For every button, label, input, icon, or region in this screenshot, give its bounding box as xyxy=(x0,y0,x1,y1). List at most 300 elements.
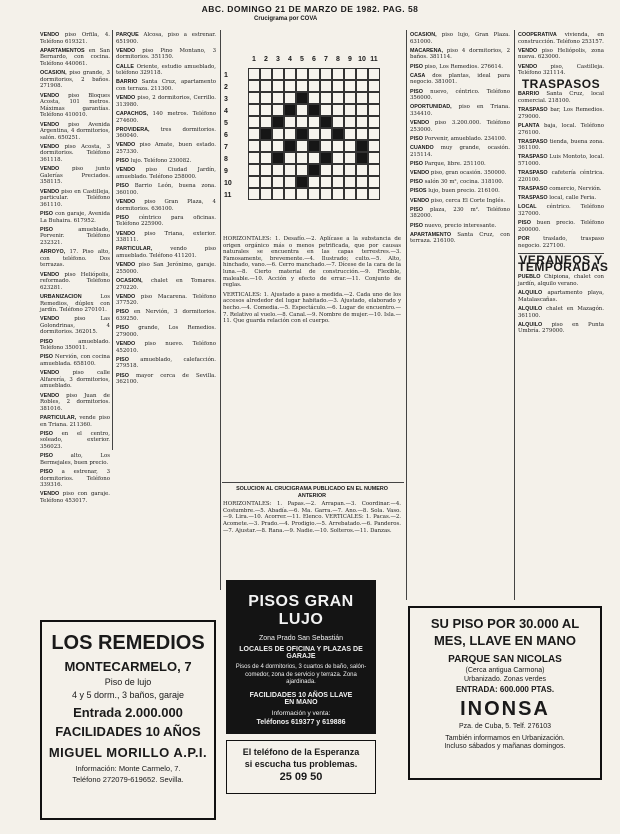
crossword-cell xyxy=(332,68,344,80)
classified-lead: OPORTUNIDAD, xyxy=(410,104,452,111)
crossword-cell xyxy=(356,188,368,200)
classified-ad xyxy=(518,107,604,120)
classified-ad xyxy=(116,199,216,212)
classified-lead: PISO xyxy=(116,309,129,316)
classified-ad xyxy=(410,64,510,71)
classified-lead: URBANIZACION xyxy=(40,293,82,300)
classified-text: a estrenar, 3 dormitorios. Teléfono 339316. xyxy=(40,468,110,489)
ad-facilities: FACILIDADES 10 AÑOS xyxy=(55,724,201,739)
classified-text: amueblado, calefacción. 279518. xyxy=(116,356,216,370)
classified-lead: POR xyxy=(518,235,530,242)
crossword-cell xyxy=(320,104,332,116)
classified-ad xyxy=(40,211,110,224)
classified-text: alto, Los Bermejales, buen precio. xyxy=(40,453,111,466)
section-traspasos: TRASPASOS xyxy=(521,76,601,91)
crossword-cell xyxy=(344,140,356,152)
ad-description: Pisos de 4 dormitorios, 3 cuartos de baño, salón-comedor, zona de servicio y terraza. Zona ajardinada. xyxy=(235,664,367,685)
classified-text: 17. Piso alto, con teléfono. Dos terrazas. xyxy=(40,249,110,269)
crossword-cell xyxy=(260,80,272,92)
crossword-cell xyxy=(272,140,284,152)
crossword-cell xyxy=(296,104,308,116)
crossword-black-cell xyxy=(272,116,284,128)
crossword-black-cell xyxy=(332,128,344,140)
classified-text: amueblado, Porvenir. Teléfono 232321. xyxy=(40,226,110,246)
classified-ad xyxy=(116,32,216,45)
classified-ad xyxy=(40,316,110,336)
crossword-cell xyxy=(308,188,320,200)
classified-text: vivienda, en construcción. Teléfono 253157. xyxy=(518,32,604,45)
classified-text: baja, local. Teléfono 276100. xyxy=(518,122,604,136)
classified-ad xyxy=(518,322,604,335)
classified-text: cafetería céntrica. 220100. xyxy=(518,170,604,183)
crossword-cell xyxy=(320,140,332,152)
classified-ad xyxy=(410,136,510,143)
classified-lead: VENDO xyxy=(40,32,60,38)
classified-ad xyxy=(40,32,110,45)
crossword-cell xyxy=(284,116,296,128)
classified-text: céntrico para oficinas. Teléfono 225900. xyxy=(116,214,216,228)
classified-lead: CUANDO xyxy=(410,145,434,152)
classified-lead: VENDO xyxy=(116,230,136,237)
classified-text: piso con garaje. Teléfono 453017. xyxy=(40,491,110,504)
classified-ad xyxy=(40,48,110,68)
crossword-row-number: 8 xyxy=(224,156,228,163)
crossword-cell xyxy=(248,152,260,164)
classified-text: piso Ciudad Jardín, amueblado. Teléfono 258000. xyxy=(116,167,216,181)
classified-ad xyxy=(40,227,110,247)
classified-lead: PISO xyxy=(410,206,423,213)
classified-lead: PISO xyxy=(410,63,423,70)
page-header: ABC. DOMINGO 21 DE MARZO DE 1982. PAG. 58 xyxy=(201,4,419,14)
classified-lead: PISO xyxy=(410,222,423,229)
crossword-cell xyxy=(296,164,308,176)
classified-text: piso Macarena. Teléfono 377520. xyxy=(116,293,216,307)
classified-ad xyxy=(40,144,110,164)
classified-text: piso calle Alfarería, 3 dormitorios, amueblado. xyxy=(40,370,110,390)
classified-ad xyxy=(518,186,604,193)
classified-lead: VENDO xyxy=(410,197,430,204)
classified-lead: TRASPASO xyxy=(518,195,548,202)
crossword-cell xyxy=(296,68,308,80)
classified-ad xyxy=(40,93,110,119)
crossword-col-number: 8 xyxy=(336,56,340,63)
classified-text: comercio, Nervión. xyxy=(549,186,602,193)
classified-text: traslado, traspaso negocio. 227100. xyxy=(518,235,604,249)
classified-lead: VENDO xyxy=(116,199,136,205)
crossword-cell xyxy=(320,128,332,140)
classified-lead: PARTICULAR, xyxy=(40,414,77,421)
crossword-row-number: 3 xyxy=(224,96,228,103)
ad-info: Información y venta: xyxy=(271,709,331,717)
classified-text: plaza, 230 m². Teléfono 382000. xyxy=(410,206,510,220)
crossword-cell xyxy=(248,80,260,92)
classified-lead: OCASION, xyxy=(410,32,437,38)
classified-text: piso Las Golondrinas, 4 dormitorios. 362015. xyxy=(40,316,110,336)
crossword-row-number: 6 xyxy=(224,132,228,139)
crossword-cell xyxy=(260,188,272,200)
classified-lead: TRASPASO xyxy=(518,170,548,177)
classified-ad xyxy=(116,64,216,77)
section-veraneos: VERANEOS Y TEMPORADAS xyxy=(518,253,609,274)
classified-text: Barrio León, buena zona. 360100. xyxy=(116,183,216,196)
classified-lead: VENDO xyxy=(40,491,60,498)
classified-ad xyxy=(518,139,604,152)
crossword-cell xyxy=(248,68,260,80)
ad-line: si escucha tus problemas. xyxy=(244,759,358,769)
crossword-cell xyxy=(344,164,356,176)
crossword-cell xyxy=(260,116,272,128)
classified-ad xyxy=(116,127,216,140)
classified-ad xyxy=(40,415,110,428)
classified-ad xyxy=(116,111,216,124)
crossword-black-cell xyxy=(272,152,284,164)
crossword-row-number: 2 xyxy=(224,84,228,91)
classified-lead: PISO xyxy=(40,453,53,460)
crossword-solution xyxy=(223,486,401,534)
ad-title: El teléfono de la Esperanza xyxy=(242,747,360,757)
crossword-cell xyxy=(248,140,260,152)
classified-ad xyxy=(410,120,510,133)
classified-text: chalet en Tomares. 270220. xyxy=(116,277,216,291)
classified-lead: VENDO xyxy=(40,188,60,195)
crossword-cell xyxy=(308,92,320,104)
crossword-black-cell xyxy=(320,152,332,164)
crossword-cell xyxy=(248,92,260,104)
classified-lead: PUEBLO xyxy=(518,274,541,281)
crossword-cell xyxy=(248,104,260,116)
classified-ad xyxy=(116,262,216,275)
classified-ad xyxy=(40,166,110,186)
classified-lead: VENDO xyxy=(40,316,60,323)
crossword-cell xyxy=(332,140,344,152)
crossword-cell xyxy=(284,128,296,140)
classified-ad xyxy=(518,32,604,45)
crossword-cell xyxy=(296,80,308,92)
classified-text: con garaje, Avenida La Buhaira. 617952. xyxy=(40,211,110,224)
crossword-cell xyxy=(368,128,380,140)
classified-text: en San Bernardo, con cocina. Teléfono 440061. xyxy=(40,47,110,67)
crossword-col-number: 11 xyxy=(370,56,378,63)
crossword-cell xyxy=(356,116,368,128)
solution-text: HORIZONTALES: 1. Papas.—2. Arrapan.—3. Coordinar.—4. Costumbre.—5. Abadía.—6. Ma. Garra.—7. Ano.—8. Sola. Vaso.—9. Lira.—10. Acorrer.—11. Elenco. VERTICALES: 1. Pacas.—2. Acomete.—3. Prado.—4. Prodigio.—5. Arrebatado.—6. Panderos.—7. Ajustar.—8. Rana.—9. Nadie.—10. Solteros.—11. Danzas. xyxy=(223,501,401,534)
classified-lead: TRASPASO xyxy=(518,154,548,161)
classified-text: lujo. Teléfono 230082. xyxy=(130,158,192,165)
classified-lead: VENDO xyxy=(40,392,60,399)
classified-lead: VENDO xyxy=(410,170,430,177)
crossword-cell xyxy=(356,128,368,140)
crossword-cell xyxy=(296,188,308,200)
classified-ad xyxy=(116,341,216,354)
classified-text: piso Amate, buen estado. 257330. xyxy=(116,142,216,156)
classified-text: dos plantas, ideal para negocio. 381001. xyxy=(410,72,510,86)
crossword-black-cell xyxy=(284,104,296,116)
classified-text: piso en Punta Umbría. 279000. xyxy=(518,321,604,335)
classified-text: piso nuevo. Teléfono 452010. xyxy=(116,341,216,354)
crossword-cell xyxy=(368,152,380,164)
classified-lead: PISO xyxy=(40,338,53,345)
crossword-cell xyxy=(248,164,260,176)
classified-text: vende piso en Triana. 211360. xyxy=(40,414,111,428)
classified-ad xyxy=(518,64,604,77)
classified-text: Oriente, estudio amueblado, teléfono 329118. xyxy=(116,63,216,77)
crossword-cell xyxy=(260,140,272,152)
crossword-cell xyxy=(272,92,284,104)
classified-text: piso grande, 3 dormitorios, 2 baños. 271908. xyxy=(40,70,110,90)
classified-ad xyxy=(40,393,110,413)
classified-ad xyxy=(518,48,604,61)
classified-ad xyxy=(410,232,510,245)
classified-lead: LOCAL xyxy=(518,204,537,211)
classified-lead: ARROYO, xyxy=(40,249,66,256)
crossword-cell xyxy=(368,80,380,92)
crossword-cell xyxy=(368,188,380,200)
crossword-cell xyxy=(356,104,368,116)
classifieds-column-5 xyxy=(518,32,609,337)
ad-address: MONTECARMELO, 7 xyxy=(64,659,192,674)
crossword-col-number: 9 xyxy=(348,56,352,63)
classified-ad xyxy=(116,215,216,228)
column-rule xyxy=(220,30,221,590)
classified-ad xyxy=(40,491,110,504)
ad-entry-price: Entrada 2.000.000 xyxy=(73,705,183,720)
classified-ad xyxy=(116,95,216,108)
classified-ad xyxy=(518,306,604,319)
crossword-cell xyxy=(368,116,380,128)
classified-lead: TRASPASO xyxy=(518,138,548,145)
classified-ad xyxy=(116,246,216,259)
classified-ad xyxy=(518,220,604,233)
classified-lead: PROVIDERA, xyxy=(116,126,150,133)
crossword-col-number: 3 xyxy=(276,56,280,63)
crossword-row-number: 5 xyxy=(224,120,228,127)
crossword-cell xyxy=(284,188,296,200)
classified-lead: OCASION, xyxy=(40,70,67,77)
crossword-black-cell xyxy=(296,176,308,188)
classified-ad xyxy=(410,145,510,158)
crossword-column-numbers xyxy=(248,56,380,63)
crossword-cell xyxy=(248,176,260,188)
classified-text: piso, gran ocasión. 350000. xyxy=(430,170,507,177)
classified-text: Santa Cruz, con terraza. 216100. xyxy=(410,231,510,245)
classified-lead: VENDO xyxy=(40,143,60,150)
ad-agency: MIGUEL MORILLO A.P.I. xyxy=(48,745,208,760)
classified-text: Santa Cruz, local comercial. 218100. xyxy=(518,91,604,104)
classifieds-column-2 xyxy=(116,32,216,388)
classified-ad xyxy=(116,231,216,244)
classified-text: Parque, libre. 251100. xyxy=(424,160,486,167)
ad-los-remedios xyxy=(40,620,216,820)
classified-lead: PARTICULAR, xyxy=(116,246,153,253)
classified-ad xyxy=(518,290,604,303)
classified-ad xyxy=(40,70,110,90)
classified-text: piso, Castilleja. Teléfono 321114. xyxy=(518,63,604,77)
classified-lead: VENDO xyxy=(116,167,136,174)
crossword-black-cell xyxy=(356,152,368,164)
crossword-black-cell xyxy=(296,92,308,104)
ad-entry-price: ENTRADA: 600.000 PTAS. xyxy=(455,685,555,694)
crossword-cell xyxy=(344,92,356,104)
horizontal-clues: HORIZONTALES: 1. Desafío.—2. Aplícase a la substancia de origen orgánico más o menos petrificada, que por causas naturales se encuentra en las capas terrestres.—3. Famosamente, brevemente.—4. Ilustrado; culto.—5. Alto, hinchado, vano.—6. Cerro manchado.—7. Dícese de la cara de la luna.—8. Cierto material de construcción.—9. Flexible, maleable.—10. Acción y efecto de errar.—11. Conjunto de reglas. xyxy=(223,236,401,289)
crossword-cell xyxy=(320,188,332,200)
crossword-cell xyxy=(356,68,368,80)
classified-lead: CASA xyxy=(410,72,426,79)
classified-text: salón 30 m², cocina. 318100. xyxy=(424,179,504,186)
classified-lead: COOPERATIVA xyxy=(518,32,557,38)
classified-lead: ALQUILO xyxy=(518,305,543,312)
classified-text: piso 4 dormitorios, 2 baños. 381114. xyxy=(410,47,511,61)
vertical-clues: VERTICALES: 1. Ajustado a paso a medida.—2. Cada uno de los accesos alrededor del lugar habitado.—3. Ajustado, elaborado y hecho.—4. Comedia.—5. Espectáculo.—6. Lugar de encuentro.—7. Relativo al vuelo.—8. Canal.—9. Nombre de mujer.—10. Isla.—11. Que guarda relación con el cuerpo. xyxy=(223,291,401,325)
classified-ad xyxy=(116,167,216,180)
classified-ad xyxy=(410,223,510,230)
classified-ad xyxy=(40,339,110,352)
classified-ad xyxy=(410,32,510,45)
crossword-title: Crucigrama por COVA xyxy=(254,16,318,22)
classified-lead: CAPACHOS, xyxy=(116,110,148,117)
classified-ad xyxy=(518,274,604,287)
classified-text: piso Bloques Acosta, 101 metros. Máximas garantías. Teléfono 410010. xyxy=(40,92,110,119)
classified-ad xyxy=(410,73,510,86)
crossword-cell xyxy=(272,68,284,80)
classified-ad xyxy=(518,123,604,136)
classified-text: muy grande, ocasión. 215114. xyxy=(410,145,510,158)
classified-ad xyxy=(410,198,510,205)
classified-lead: PISO xyxy=(116,372,129,379)
classified-lead: BARRIO xyxy=(116,79,138,86)
classified-text: 140 metros. Teléfono 274600. xyxy=(116,110,216,124)
crossword-cell xyxy=(284,68,296,80)
classified-text: piso en Triana. 334410. xyxy=(410,104,510,117)
classified-text: piso San Jerónimo, garaje. 255000. xyxy=(116,262,216,275)
classified-lead: PISO xyxy=(116,356,129,363)
crossword-col-number: 4 xyxy=(288,56,292,63)
classified-ad xyxy=(40,431,110,451)
crossword-cell xyxy=(356,164,368,176)
classified-ad xyxy=(40,294,110,314)
classified-ad xyxy=(116,309,216,322)
classified-text: en el centro, soleado, exterior. 356023. xyxy=(40,430,110,450)
ad-location: (Cerca antigua Carmona) xyxy=(465,667,545,674)
classified-lead: VENDO xyxy=(116,142,136,149)
classified-text: grande, Los Remedios. 279000. xyxy=(116,325,216,338)
crossword-clues xyxy=(223,236,401,325)
classified-lead: BARRIO xyxy=(518,91,540,98)
crossword-cell xyxy=(368,140,380,152)
classified-ad xyxy=(410,48,510,61)
classified-text: Porvenir, amueblado. 234100. xyxy=(424,135,507,142)
classified-text: Los Remedios, dúplex con jardín. Teléfono 270101. xyxy=(40,293,110,314)
classified-lead: APARTAMENTOS xyxy=(40,47,85,54)
classified-lead: PISO xyxy=(518,220,531,227)
classified-lead: PISO xyxy=(116,158,129,165)
classified-text: Luis Montoto, local. 571000. xyxy=(518,154,604,168)
ad-inonsa xyxy=(408,606,602,780)
classified-text: piso, Los Remedios. 276614. xyxy=(424,63,503,70)
crossword-col-number: 6 xyxy=(312,56,316,63)
ad-phone: 25 09 50 xyxy=(279,771,323,783)
classified-lead: PISOS xyxy=(410,188,427,195)
classified-ad xyxy=(410,104,510,117)
classified-text: Santa Cruz, apartamento con terraza. 211300. xyxy=(116,79,216,92)
crossword-cell xyxy=(284,164,296,176)
classified-lead: CALLE xyxy=(116,63,134,70)
crossword-cell xyxy=(320,68,332,80)
crossword-cell xyxy=(248,128,260,140)
classified-ad xyxy=(518,204,604,217)
classified-text: piso en Castilleja, particular. Teléfono 361110. xyxy=(40,188,110,208)
ad-info: También informamos en Urbanización. xyxy=(445,735,565,742)
crossword-row-number: 7 xyxy=(224,144,228,151)
crossword-cell xyxy=(320,80,332,92)
crossword-cell xyxy=(332,188,344,200)
ad-features: Urbanizado. Zonas verdes xyxy=(463,676,547,683)
crossword-cell xyxy=(284,80,296,92)
classified-text: piso 3.200.000. Teléfono 253000. xyxy=(410,120,510,133)
classified-lead: PISO xyxy=(40,430,53,437)
ad-info: Información: Monte Carmelo, 7. xyxy=(75,764,181,773)
crossword-cell xyxy=(344,152,356,164)
crossword-col-number: 10 xyxy=(358,56,366,63)
ad-zone: Zona Prado San Sebastián xyxy=(258,635,344,642)
crossword-cell xyxy=(308,68,320,80)
classified-text: piso Gran Plaza, 4 dormitorios. 636100. xyxy=(116,199,216,212)
classified-lead: PISO xyxy=(40,226,53,233)
ad-info-2: Incluso sábados y mañanas domingos. xyxy=(444,743,566,750)
classified-ad xyxy=(40,370,110,390)
classified-lead: TRASPASO xyxy=(518,107,548,114)
ad-development: PARQUE SAN NICOLAS xyxy=(448,654,562,665)
classified-lead: PISO xyxy=(116,214,129,221)
crossword-cell xyxy=(272,80,284,92)
classified-ad xyxy=(116,325,216,338)
crossword-cell xyxy=(368,92,380,104)
classified-ad xyxy=(116,357,216,370)
classified-ad xyxy=(40,469,110,489)
classified-ad xyxy=(116,79,216,92)
classified-lead: VENDO xyxy=(40,271,60,278)
classified-ad xyxy=(410,207,510,220)
classified-ad xyxy=(410,89,510,102)
classified-text: nuevo, precio interesante. xyxy=(424,222,497,229)
classified-text: piso Orfila, 4. Teléfono 619321. xyxy=(40,32,110,45)
classified-text: bar, Los Remedios. 279000. xyxy=(518,107,604,120)
classified-lead: PISO xyxy=(410,135,423,142)
classified-ad xyxy=(518,91,604,104)
classified-text: tienda, buena zona. 361100. xyxy=(518,138,604,152)
ad-title: SU PISO POR 30.000 AL xyxy=(430,616,580,631)
ad-title: PISOS GRAN LUJO xyxy=(248,593,354,628)
solution-title: SOLUCION AL CRUCIGRAMA PUBLICADO EN EL NUMERO ANTERIOR xyxy=(236,486,388,499)
classified-text: mayor cerca de Sevilla. 362100. xyxy=(116,372,216,386)
classified-ad xyxy=(116,48,216,61)
crossword-row-number: 11 xyxy=(224,192,232,199)
column-rule xyxy=(406,30,407,600)
crossword-cell xyxy=(344,116,356,128)
crossword-cell xyxy=(332,104,344,116)
classified-lead: PISO xyxy=(40,468,53,475)
crossword-cell xyxy=(296,140,308,152)
classified-text: piso Heliópolis, reformado. Teléfono 623281. xyxy=(40,271,110,291)
crossword-black-cell xyxy=(308,104,320,116)
crossword-col-number: 2 xyxy=(264,56,268,63)
classified-lead: VENDO xyxy=(40,370,60,377)
crossword-cell xyxy=(356,92,368,104)
classified-text: vendo piso amueblado. Teléfono 411201. xyxy=(116,246,216,259)
crossword-cell xyxy=(248,116,260,128)
crossword-cell xyxy=(272,176,284,188)
classified-lead: PISO xyxy=(116,183,129,190)
crossword-cell xyxy=(260,92,272,104)
classified-text: Alcosa, piso a estrenar. 651900. xyxy=(116,32,217,45)
